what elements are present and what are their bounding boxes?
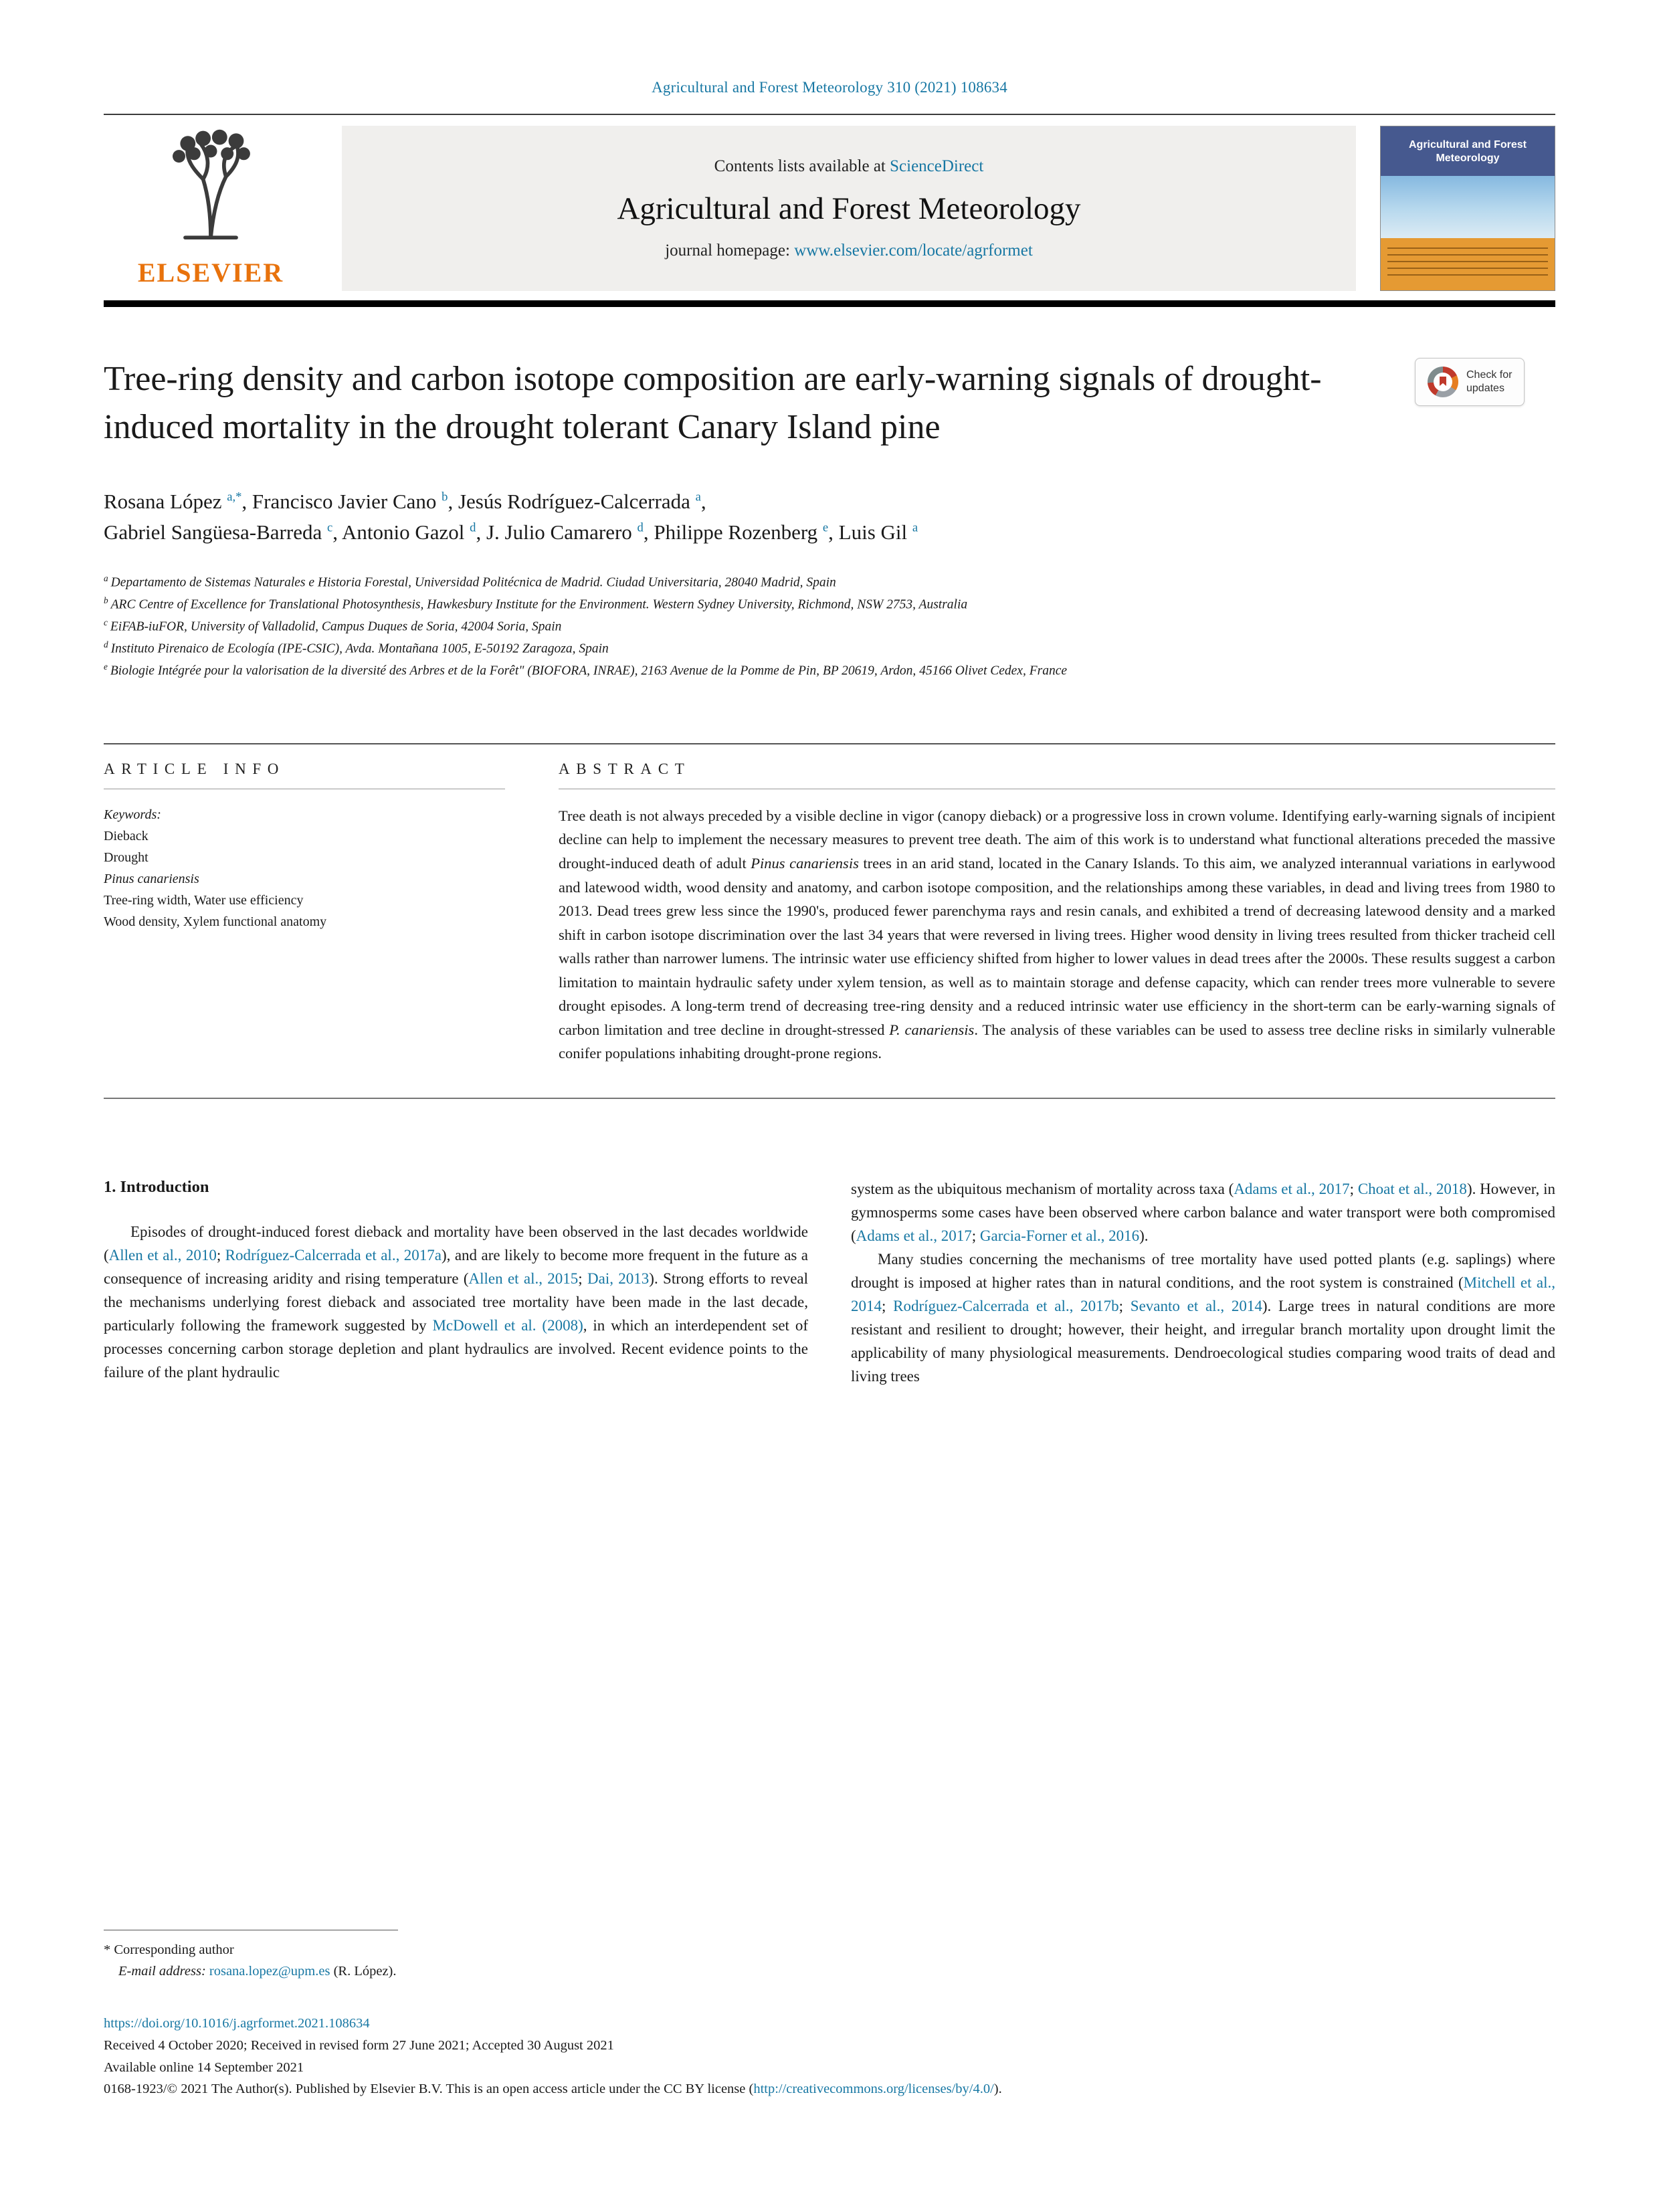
check-for-updates-badge[interactable] [1415,358,1525,406]
affiliation-marker: d [104,639,108,649]
text-segment: system as the ubiquitous mechanism of mortality across taxa ( [851,1180,1234,1197]
check-badge-line2: updates [1466,383,1504,394]
text-segment: ), and are likely to become more frequent in the future as a consequence of increasing aridity and rising temperature ( [104,1246,809,1287]
contents-line [714,157,984,176]
text-segment: ). Strong efforts to reveal the mechanisms underlying forest dieback and associated tree mortality have been made in the last decade, particularly following the framework suggested by [104,1270,809,1334]
text-segment: ; [1118,1297,1131,1314]
contents-prefix: Contents lists available at [714,157,890,175]
inline-link[interactable]: Mitchell et al., 2014 [851,1274,1555,1314]
check-badge-line1: Check for [1466,369,1512,381]
intro-paragraph [851,1178,1555,1248]
text-segment: P. canariensis [889,1021,975,1038]
journal-homepage-link[interactable]: www.elsevier.com/locate/agrformet [794,241,1033,260]
corresponding-author-line: * Corresponding author [104,1942,234,1958]
elsevier-logo [104,126,318,291]
page-footer-area [104,1930,1555,2100]
text-segment: trees in an arid stand, located in the Canary Islands. To this aim, we analyzed interannual variations in earlywood and latewood width, wood density and anatomy, and carbon isotope composition, and the relationships among these variables, in dead and living trees from 1980 to 2013. Dead trees grew less since the 1990's, produced fewer parenchyma rays and resin canals, and exhibited a trend of decreasing latewood density and a marked shift in carbon isotope discrimination over the last 34 years that were reversed in living trees. Higher wood density in living trees resulted from thicker tracheid cell walls rather than narrower lumens. The intrinsic water use efficiency shifted from higher to lower values in dead trees after the 2000s. These results suggest a carbon limitation to maintain hydraulic safety under xylem tension, as well as to maintain storage and defense capacity, which can render trees more vulnerable to severe drought episodes. A long-term trend of decreasing tree-ring density and a reduced intrinsic water use efficiency in the short-term can be early-warning signals of carbon limitation and tree decline in drought-stressed [559,854,1555,1038]
crossmark-icon [1428,367,1458,397]
received-dates-line: Received 4 October 2020; Received in revised form 27 June 2021; Accepted 30 August 2021 [104,2037,614,2053]
inline-link[interactable]: Rodríguez-Calcerrada et al., 2017b [893,1297,1119,1314]
journal-citation: Agricultural and Forest Meteorology 310 (2021) 108634 [652,79,1007,96]
text-segment: E-mail address: [118,1964,209,1979]
masthead [104,115,1555,300]
elsevier-wordmark: ELSEVIER [137,258,284,288]
affiliation-marker: e [104,661,108,672]
inline-link[interactable]: http://creativecommons.org/licenses/by/4.0/ [753,2082,994,2097]
text-segment: ). Large trees in natural conditions are more resistant and resilient to drought; however, their height, and irregular branch mortality upon drought limit the applicability of many physiological measurements. Dendroecological studies comparing wood traits of dead and living trees [851,1297,1556,1385]
affiliation-text: Departamento de Sistemas Naturales e Historia Forestal, Universidad Politécnica de Madrid. Ciudad Universitaria, 28040 Madrid, Spain [110,575,836,589]
abstract-heading: ABSTRACT [559,760,691,777]
text-segment: ; [216,1246,225,1264]
article-title: Tree-ring density and carbon isotope composition are early-warning signals of drought-induced mortality in the drought tolerant Canary Island pine [104,360,1322,446]
superscript-marker: d [637,520,644,535]
text-segment: , [700,489,706,513]
superscript-marker: a,* [227,490,242,504]
intro-paragraph [104,1221,808,1385]
title-row [104,355,1555,451]
text-segment: ; [971,1227,980,1244]
inline-link[interactable]: Dai, 2013 [587,1270,650,1287]
author-list [104,486,1555,548]
cover-footer-lines [1387,247,1548,277]
sciencedirect-link[interactable]: ScienceDirect [890,157,984,175]
check-badge-label [1466,369,1512,395]
affiliation-marker: a [104,573,108,583]
inline-link[interactable]: rosana.lopez@upm.es [209,1964,330,1979]
text-segment: Tree death is not always preceded by a visible decline in vigor (canopy dieback) or a progressive loss in crown volume. Identifying early-warning signals of incipient decline can help to implement the necessary measures to prevent tree death. The aim of this work is to understand what functional alterations preceded the massive drought-induced death of adult [559,807,1555,872]
inline-link[interactable]: Allen et al., 2010 [108,1246,217,1264]
affiliation-text: Instituto Pirenaico de Ecología (IPE-CSIC), Avda. Montañana 1005, E-50192 Zaragoza, Spain [110,641,609,656]
text-segment: (R. López). [330,1964,397,1979]
affiliation-item [104,660,1555,682]
text-segment: , in which an interdependent set of processes concerning carbon storage depletion and plant hydraulics are involved. Recent evidence points to the failure of the plant hydraulic [104,1316,808,1381]
text-segment: 0168-1923/© 2021 The Author(s). Published by Elsevier B.V. This is an open access article under the CC BY license ( [104,2082,754,2097]
inline-link[interactable]: McDowell et al. (2008) [432,1316,583,1334]
copyright-line [104,2079,1555,2100]
abstract-text [559,804,1555,1066]
text-segment: , Luis Gil [828,520,912,544]
journal-cover-thumbnail [1380,126,1555,291]
affiliation-item [104,593,1555,615]
text-segment: , Philippe Rozenberg [643,520,823,544]
text-segment: Gabriel Sangüesa-Barreda [104,520,327,544]
inline-link[interactable]: Adams et al., 2017 [856,1227,972,1244]
text-segment: ; [578,1270,588,1287]
cover-photo [1381,176,1555,238]
publication-info-block [104,2013,1555,2100]
cover-footer [1381,238,1555,290]
affiliation-item [104,615,1555,637]
text-segment: , Antonio Gazol [332,520,470,544]
text-segment: , J. Julio Camarero [476,520,638,544]
elsevier-tree-icon [147,126,274,253]
superscript-marker: c [326,520,333,535]
journal-title: Agricultural and Forest Meteorology [617,191,1081,226]
inline-link[interactable]: Sevanto et al., 2014 [1130,1297,1262,1314]
affiliation-marker: c [104,617,108,627]
cover-title: Agricultural and Forest Meteorology [1381,126,1555,176]
text-segment: ; [882,1297,894,1314]
doi-link[interactable]: https://doi.org/10.1016/j.agrformet.2021.108634 [104,2016,370,2031]
keyword: Drought [104,849,149,865]
affiliation-text: EiFAB-iuFOR, University of Valladolid, Campus Duques de Soria, 42004 Soria, Spain [110,619,562,634]
text-segment: ; [1349,1180,1358,1197]
text-segment: Episodes of drought-induced forest dieback and mortality have been observed in the last decades worldwide ( [104,1223,808,1264]
abstract-column [559,761,1555,1066]
corresponding-author-note [104,1940,1555,1983]
text-segment: ). However, in gymnosperms some cases have been observed where carbon balance and water transport were both compromised ( [851,1180,1555,1244]
affiliation-marker: b [104,595,108,605]
intro-paragraph [851,1248,1555,1389]
inline-link[interactable]: Allen et al., 2015 [468,1270,579,1287]
introduction-heading: 1. Introduction [104,1177,209,1196]
inline-link[interactable]: Garcia-Forner et al., 2016 [979,1227,1140,1244]
keywords-label: Keywords: [104,807,161,822]
text-segment: Rosana López [104,489,227,513]
superscript-marker: e [822,520,829,535]
keyword: Tree-ring width, Water use efficiency [104,892,304,908]
affiliation-text: Biologie Intégrée pour la valorisation de la diversité des Arbres et de la Forêt" (BIOFORA, INRAE), 2163 Avenue de la Pomme de Pin, BP 20619, Ardon, 45166 Olivet Cedex, France [110,664,1068,678]
masthead-center-panel [342,126,1356,291]
keyword: Dieback [104,828,149,843]
text-segment: ). [1139,1227,1149,1244]
superscript-marker: a [695,490,701,504]
superscript-marker: d [470,520,476,535]
inline-link[interactable]: Rodríguez-Calcerrada et al., 2017a [225,1246,442,1264]
superscript-marker: b [442,490,448,504]
text-segment: ). [993,2082,1002,2097]
introduction-section [104,1178,1555,1389]
homepage-line [665,241,1033,260]
text-segment: , Jesús Rodríguez-Calcerrada [448,489,696,513]
crossmark-bookmark [1440,377,1446,386]
keyword: Wood density, Xylem functional anatomy [104,914,327,929]
available-online-line: Available online 14 September 2021 [104,2059,304,2075]
intro-right-column [851,1178,1555,1389]
info-abstract-block [104,743,1555,1099]
affiliation-item [104,571,1555,593]
text-segment: Pinus canariensis [751,854,859,872]
intro-left-column [104,1178,808,1389]
crossmark-inner [1434,373,1452,391]
affiliation-item [104,637,1555,660]
inline-link[interactable]: Choat et al., 2018 [1357,1180,1467,1197]
homepage-prefix: journal homepage: [665,241,795,260]
text-segment: Many studies concerning the mechanisms of tree mortality have used potted plants (e.g. saplings) where drought is imposed at higher rates than in natural conditions, and the root system is constrained ( [851,1250,1555,1291]
affiliation-text: ARC Centre of Excellence for Translational Photosynthesis, Hawkesbury Institute for the Environment. Western Sydney University, Richmond, NSW 2753, Australia [110,597,968,612]
affiliation-list [104,571,1555,682]
article-info-heading: ARTICLE INFO [104,760,286,777]
text-segment: . The analysis of these variables can be used to assess tree decline risks in similarly vulnerable conifer populations inhabiting drought-prone regions. [559,1021,1555,1062]
text-segment: , Francisco Javier Cano [241,489,442,513]
article-info-column [104,761,505,1066]
corresponding-author-email [118,1961,1555,1983]
masthead-divider-bar [104,300,1555,307]
keyword: Pinus canariensis [104,871,199,886]
inline-link[interactable]: Adams et al., 2017 [1234,1180,1350,1197]
superscript-marker: a [912,520,918,535]
